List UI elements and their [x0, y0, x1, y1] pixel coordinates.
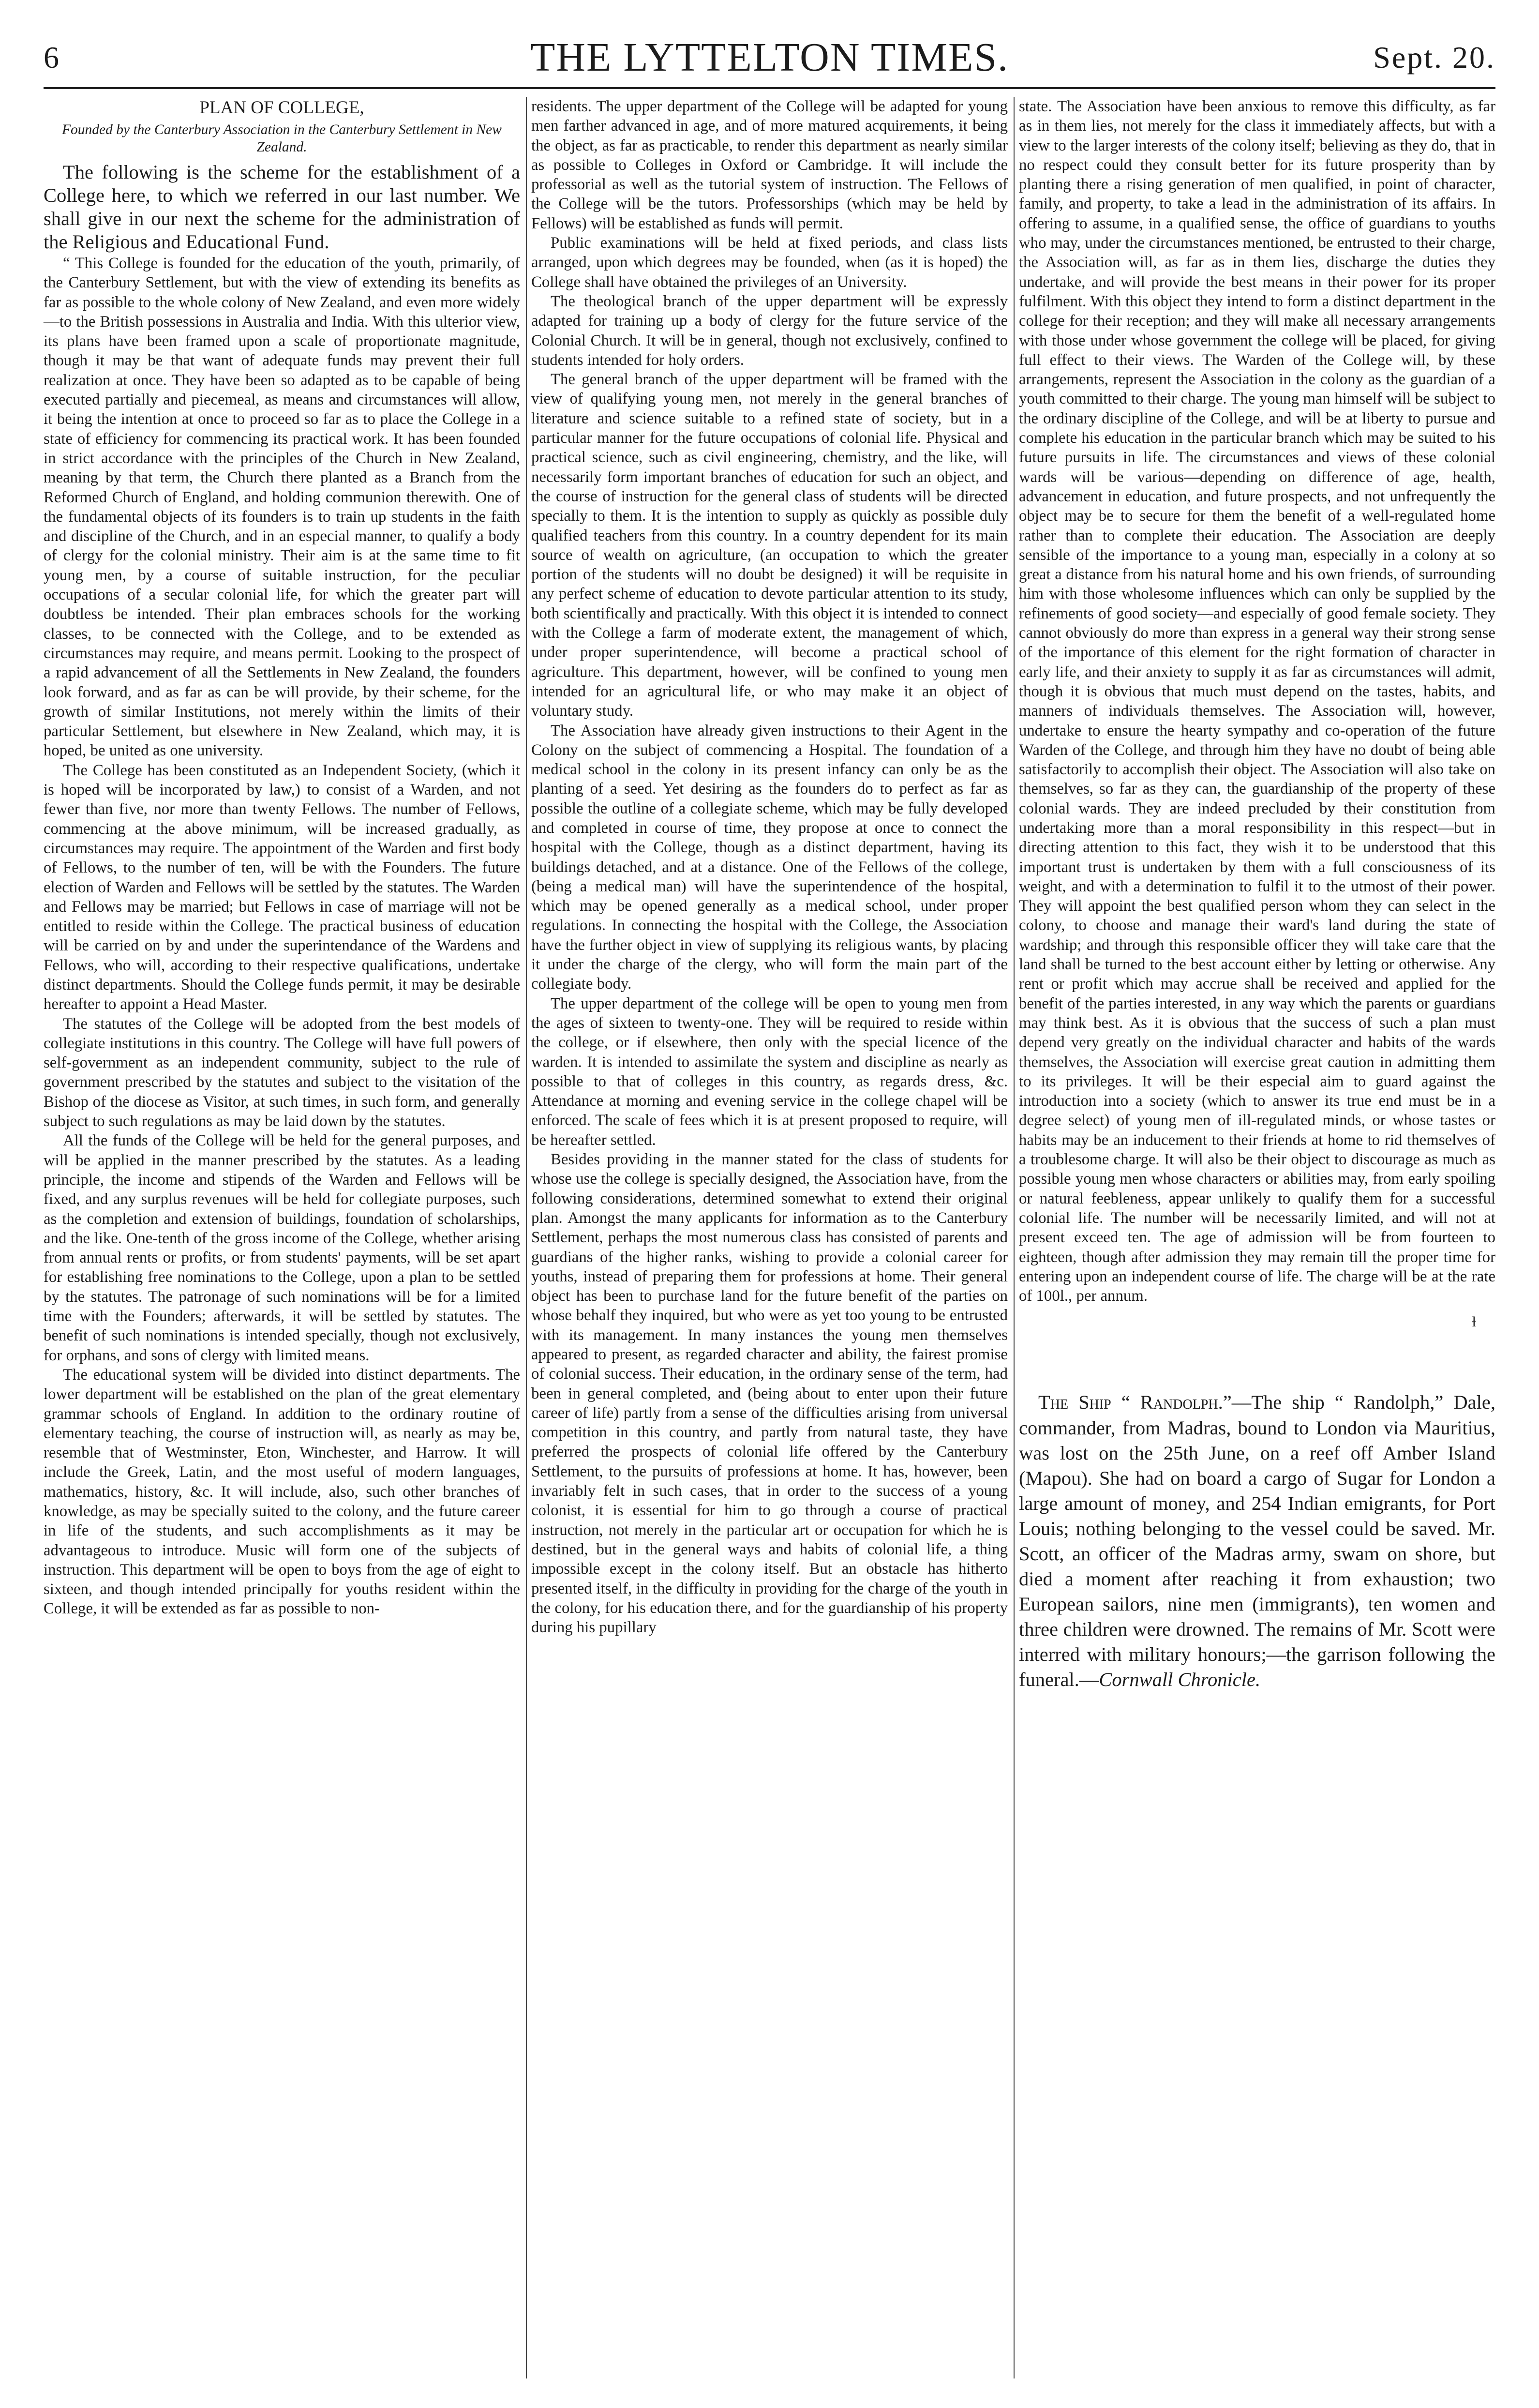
- column-2: [531, 97, 1008, 1637]
- article-title: PLAN OF COLLEGE,: [199, 98, 364, 118]
- column-3: [1019, 97, 1495, 1693]
- end-mark: ɫ: [1472, 1314, 1476, 1330]
- paragraph: The upper department of the college will be open to young men from the ages of sixteen to twenty-one. They will be required to reside within the college, or if elsewhere, then only with the special licence of the warden. It is intended to assimilate the system and discipline as nearly as possible to that of colleges in this country, as regards dress, &c. Attendance at morning and evening service in the college chapel will be enforced. The scale of fees which it is at present proposed to require, will be hereafter settled.: [531, 994, 1008, 1149]
- news-heading: The Ship “ Randolph.”: [1038, 1391, 1232, 1414]
- paragraph: The Association have already given instructions to their Agent in the Colony on the subject of commencing a Hospital. The foundation of a medical school in the colony in its present infancy can only be as the planting of a seed. Yet desiring as the founders do to perfect as far as possible the outline of a collegiate scheme, which may be fully developed and completed in course of time, they propose at once to connect the hospital with the College, though as a distinct department, having its buildings detached, and at a distance. One of the Fellows of the college, (being a medical man) will have the superintendence of the hospital, which may be opened generally as a medical school, under proper regulations. In connecting the hospital with the College, the Association have the further object in view of supplying its religious wants, by placing it under the charge of the clergy, who will form the main part of the collegiate body.: [531, 722, 1008, 993]
- paragraph: Public examinations will be held at fixed periods, and class lists arranged, upon which degrees may be founded, when (as it is hoped) the College shall have obtained the privileges of an University.: [531, 234, 1008, 291]
- column-rule: [526, 97, 527, 2378]
- news-source: Cornwall Chronicle.: [1099, 1669, 1261, 1691]
- paragraph: The educational system will be divided into distinct departments. The lower department will be established on the plan of the great elementary grammar schools of England. In addition to the ordinary routine of elementary teaching, the course of instruction will, as nearly as may be, resemble that of Westminster, Eton, Winchester, and Harrow. It will include the Greek, Latin, and the most useful of modern languages, mathematics, history, &c. It will include, also, such other branches of knowledge, as may be specially suited to the colony, and the future career in life of the students, and such accomplishments as it may be advantageous to introduce. Music will form one of the subjects of instruction. This department will be open to boys from the age of eight to sixteen, and though intended principally for youths resident within the College, it will be extended as far as possible to non-: [44, 1366, 520, 1618]
- news-paragraph: [1019, 1390, 1495, 1692]
- article-intro: [44, 161, 520, 254]
- page-header: [44, 29, 1495, 89]
- page-number: 6: [44, 40, 59, 75]
- paragraph: “ This College is founded for the education of the youth, primarily, of the Canterbury Settlement, but with the view of extending its benefits as far as possible to the whole colony of New Zealand, and even more widely—to the British possessions in Australia and India. With this ulterior view, its plans have been framed upon a scale of proportionate magnitude, though it may be that want of adequate funds may prevent their full realization at once. They have been so adapted as to be capable of being executed partially and piecemeal, as means and circumstances will allow, it being the intention at once to proceed so far as to place the College in a state of efficiency for commencing its practical work. It has been founded in strict accordance with the principles of the Church in New Zealand, meaning by that term, the Church there planted as a Branch from the Reformed Church of England, and holding communion therewith. One of the fundamental objects of its founders is to train up students in the faith and discipline of the Church, and in an especial manner, to qualify a body of clergy for the colonial ministry. Their aim is at the same time to fit young men, by a course of suitable instruction, for the peculiar occupations of a secular colonial life, for which the greater part will doubtless be intended. Their plan embraces schools for the working classes, to be connected with the College, and to be extended as circumstances may require, and means permit. Looking to the prospect of a rapid advancement of all the Settlements in New Zealand, the founders look forward, and as far as can be will provide, by their scheme, for the growth of similar Institutions, not merely within the limits of their particular Settlement, but elsewhere in New Zealand, which may, it is hoped, be united as one university.: [44, 255, 520, 760]
- paragraph: All the funds of the College will be held for the general purposes, and will be applied in the manner prescribed by the statutes. As a leading principle, the income and stipends of the Warden and Fellows will be fixed, and any surplus revenues will be held for collegiate purposes, such as the completion and extension of buildings, foundation of scholarships, and the like. One-tenth of the gross income of the College, whether arising from annual rents or profits, or from students' payments, will be set apart for establishing free nominations to the College, upon a plan to be settled by the statutes. The patronage of such nominations will be for a limited time with the Founders; afterwards, it will be settled by statutes. The benefit of such nominations is intended specially, though not exclusively, for orphans, and sons of clergy with limited means.: [44, 1132, 520, 1364]
- paragraph: The College has been constituted as an Independent Society, (which it is hoped will be incorporated by law,) to consist of a Warden, and not fewer than five, nor more than twenty Fellows. The number of Fellows, commencing at the above minimum, will be increased gradually, as circumstances may require. The appointment of the Warden and first body of Fellows, to the number of ten, will be with the Founders. The future election of Warden and Fellows will be settled by the statutes. The Warden and Fellows may be married; but Fellows in case of marriage will not be entitled to reside within the College. The practical business of education will be carried on by and under the superintendance of the Wardens and Fellows, who will, according to their respective qualifications, undertake distinct departments. Should the College funds permit, it may be desirable hereafter to appoint a Head Master.: [44, 761, 520, 1013]
- paragraph: The theological branch of the upper department will be expressly adapted for training up a body of clergy for the future service of the Colonial Church. It will be in general, though not exclusively, confined to students intended for holy orders.: [531, 292, 1008, 369]
- news-item-ship-randolph: [1019, 1390, 1495, 1692]
- column-rule: [1014, 97, 1015, 2378]
- paragraph: Besides providing in the manner stated for the class of students for whose use the college is specially designed, the Association have, from the following considerations, determined somewhat to extend their original plan. Amongst the many applicants for information as to the Canterbury Settlement, perhaps the most numerous class has consisted of parents and guardians of the higher ranks, wishing to provide a colonial career for youths, instead of preparing them for professions at home. Their general object has been to purchase land for the future benefit of the parties on whose behalf they inquired, but who were as yet too young to be entrusted with its management. In many instances the young men themselves appeared to present, as regarded character and ability, the fairest promise of colonial success. Their education, in the ordinary sense of the term, had been in general completed, and (being about to enter upon their future career of life) partly from a sense of the difficulties arising from universal competition in this country, and partly from natural taste, they have preferred the prospects of colonial life offered by the Canterbury Settlement, to the pursuits of professions at home. It has, however, been invariably felt in such cases, that in order to the success of a young colonist, it is essential for him to go through a course of practical instruction, not merely in the particular art or occupation for which he is destined, but in the general ways and habits of colonial life, a thing impossible except in the colony itself. But an obstacle has hitherto presented itself, in the difficulty in providing for the charge of the youth in the colony, for his education there, and for the guardianship of his property during his pupillary: [531, 1151, 1008, 1637]
- paragraph: state. The Association have been anxious to remove this difficulty, as far as in them lies, not merely for the class it immediately affects, but with a view to the larger interests of the colony itself; believing as they do, that in no respect could they consult better for its future prosperity than by planting there a rising generation of men qualified, in point of character, family, and property, to take a lead in the administration of its affairs. In offering to assume, in a qualified sense, the office of guardians to youths who may, under the circumstances mentioned, be entrusted to their charge, the Association will, as far as in them lies, discharge the duties they undertake, and will provide the best means in their power for its proper fulfilment. With this object they intend to form a distinct department in the college for their reception; and they will make all necessary arrangements with those under whose government the college will be placed, for giving full effect to their views. The Warden of the College will, by these arrangements, represent the Association in the colony as the guardian of a youth committed to their charge. The young man himself will be subject to the ordinary discipline of the College, and will be at liberty to pursue and complete his education in the particular branch which may be suited to his future pursuits in life. The circumstances and views of these colonial wards will be various—depending on difference of age, health, advancement in education, and future prospects, and not unfrequently the object may be to secure for them the benefit of a well-regulated home rather than to complete their education. The Association are deeply sensible of the importance to a young man, especially in a colony at so great a distance from his natural home and his own friends, of surrounding him with those wholesome influences which can only be supplied by the refinements of good society—and especially of good female society. They cannot obviously do more than express in a general way their strong sense of the importance of this element for the right formation of character in early life, and their anxiety to supply it as far as circumstances will admit, though it is obvious that much must depend on the tastes, habits, and manners of individuals themselves. The Association will, however, undertake to ensure the hearty sympathy and co-operation of the future Warden of the College, and through him they have no doubt of being able satisfactorily to accomplish their object. The Association will also take on themselves, so far as they can, the guardianship of the property of these colonial wards. They are indeed precluded by their constitution from undertaking more than a moral responsibility in this respect—but in directing attention to this fact, they wish it to be understood that this important trust is undertaken by them with a full consciousness of its weight, and with a determination to fulfil it to the utmost of their power. They will appoint the best qualified person whom they can select in the colony, to choose and manage their ward's land during the state of wardship; and through this responsible officer they will take care that the land shall be turned to the best account either by letting or otherwise. Any rent or profit which may accrue shall be received and applied for the benefit of the parties interested, in any way which the parents or guardians may think best. As it is obvious that the success of such a plan must depend very greatly on the individual character and habits of the wards themselves, the Association will exercise great caution in admitting them to its privileges. It will be their especial aim to guard against the introduction into a society (which to answer its true end must be in a degree select) of young men of ill-regulated minds, or whose tastes or habits may be an inducement to their friends at home to rid themselves of a troublesome charge. It will also be their object to discourage as much as possible young men whose characters or abilities may, from early spoiling or natural feebleness, appear unlikely to qualify them for a successful colonial life. The number will be necessarily limited, and will not at present exceed ten. The age of admission will be from fourteen to eighteen, though after admission they may remain till the proper time for entering upon an independent course of life. The charge will be at the rate of 100l., per annum.: [1019, 98, 1495, 1305]
- paragraph: residents. The upper department of the College will be adapted for young men farther advanced in age, and of more matured acquirements, it being the object, as far as practicable, to render this department as nearly similar as possible to Colleges in Oxford or Cambridge. It will include the professorial as well as the tutorial system of instruction. The Fellows of the College will be the tutors. Professorships (which may be held by Fellows) will be established as funds will permit.: [531, 98, 1008, 232]
- article-byline: Founded by the Canterbury Association in the Canterbury Settlement in New Zealand.: [62, 122, 502, 155]
- column-1: [44, 97, 520, 1619]
- intro-paragraph: The following is the scheme for the establishment of a College here, to which we referred in our last number. We shall give in our next the scheme for the administration of the Religious and Educational Fund.: [44, 161, 520, 253]
- issue-date: Sept. 20.: [1373, 40, 1495, 75]
- paragraph: The statutes of the College will be adopted from the best models of collegiate institutions in this country. The College will have full powers of self-government as an independent community, subject to the rule of government prescribed by the statutes and subject to the visitation of the Bishop of the diocese as Visitor, at such times, in such form, and generally subject to such regulations as may be laid down by the statutes.: [44, 1015, 520, 1130]
- paragraph: The general branch of the upper department will be framed with the view of qualifying young men, not merely in the general branches of literature and science suitable to a refined state of society, but in a particular manner for the future occupations of colonial life. Physical and practical science, such as civil engineering, chemistry, and the like, will necessarily form important branches of education for such an object, and the course of instruction for the general class of students will be directed specially to them. It is the intention to supply as quickly as possible duly qualified teachers from this country. In a country dependent for its main source of wealth on agriculture, (an occupation to which the greater portion of the students will no doubt be designed) it will be requisite in any perfect scheme of education to devote particular attention to its study, both scientifically and practically. With this object it is intended to connect with the College a farm of moderate extent, the management of which, under proper superintendence, will become a practical school of agriculture. This department, however, will be confined to young men intended for an agricultural life, or who may make it an object of voluntary study.: [531, 371, 1008, 720]
- news-body: —The ship “ Randolph,” Dale, commander, from Madras, bound to London via Mauritius, was lost on the 25th June, on a reef off Amber Island (Mapou). She had on board a cargo of Sugar for London a large amount of money, and 254 Indian emigrants, for Port Louis; nothing belonging to the vessel could be saved. Mr. Scott, an officer of the Madras army, swam on shore, but died a moment after reaching it from exhaustion; two European sailors, nine men (immigrants), ten women and three children were drowned. The remains of Mr. Scott were interred with military honours;—the garrison following the funeral.—: [1019, 1391, 1495, 1691]
- masthead: THE LYTTELTON TIMES.: [530, 35, 1009, 80]
